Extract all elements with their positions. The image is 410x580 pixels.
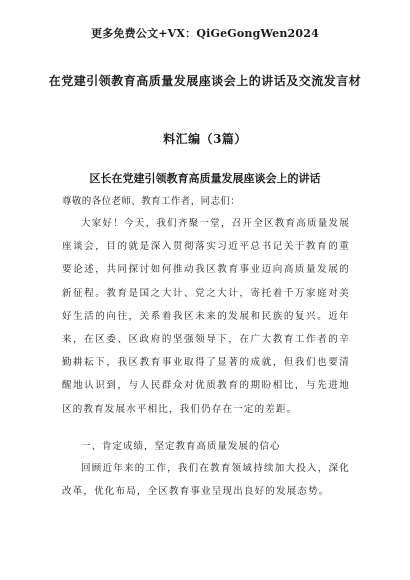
body-paragraph-2: 回顾近年来的工作，我们在教育领域持续加大投入，深化改革，优化布局，全区教育事业呈现出良好的发展态势。 — [62, 463, 350, 498]
cover-title-line-1: 在党建引领教育高质量发展座谈会上的讲话及交流发言材 — [48, 74, 362, 88]
watermark-header: 更多免费公文+VX：QiGeGongWen2024 — [91, 27, 319, 40]
section-heading-1: 一、肯定成绩，坚定教育高质量发展的信心 — [81, 441, 281, 452]
cover-title-line-2: 料汇编（3篇） — [163, 132, 247, 146]
body-paragraph-1: 大家好！今天，我们齐聚一堂，召开全区教育高质量发展座谈会，目的就是深入贯彻落实习近平总书记关于教育的重要论述，共同探讨如何推动我区教育事业迈向高质量发展的新征程。教育是国之大计、党之大计，寄托着千万家庭对美好生活的向往，关系着我区未来的发展和民族的复兴。近年来，在区委、区政府的坚强领导下，在广大教育工作者的辛勤耕耘下，我区教育事业取得了显著的成就，但我们也要清醒地认识到，与人民群众对优质教育的期盼相比，与先进地区的教育发展水平相比，我们仍存在一定的差距。 — [62, 218, 350, 415]
document-title: 区长在党建引领教育高质量发展座谈会上的讲话 — [89, 172, 321, 185]
salutation: 尊敬的各位老师、教育工作者，同志们： — [62, 196, 241, 207]
